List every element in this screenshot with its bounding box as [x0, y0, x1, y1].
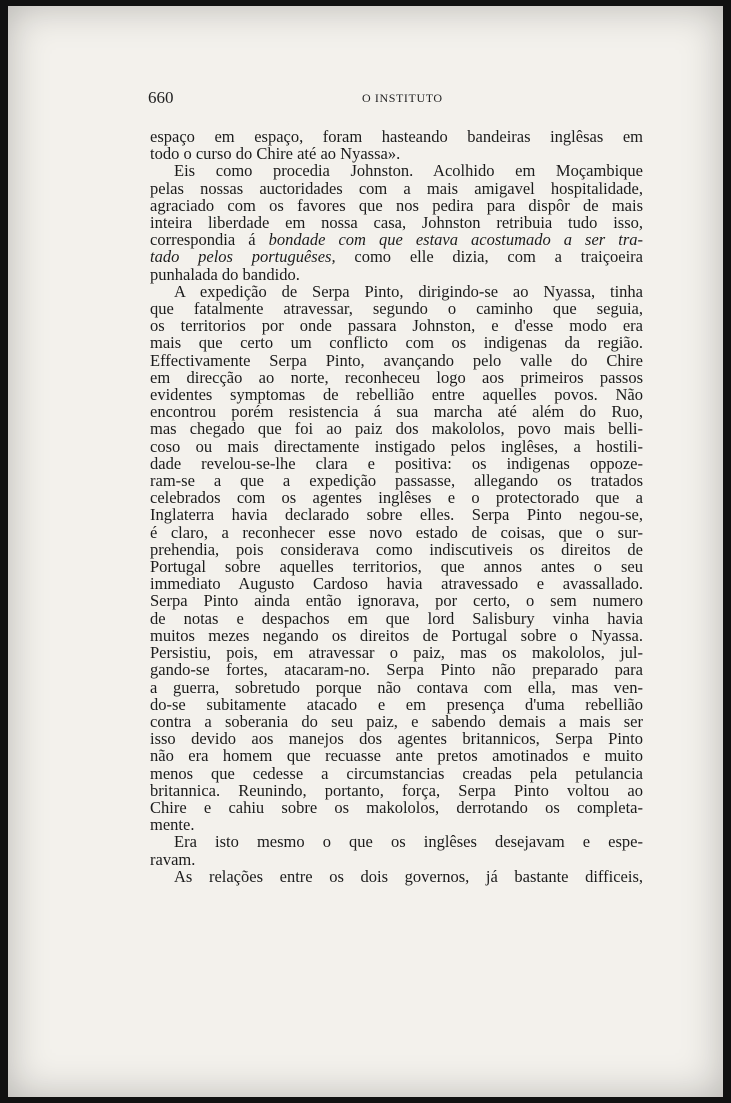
- text-line: encontrou porém resistencia á sua marcha até além do Ruo,: [150, 402, 643, 422]
- text-line: mente.: [150, 815, 195, 835]
- text-line: os territorios por onde passara Johnston, e d'esse modo era: [150, 316, 643, 336]
- text-line: Chire e cahiu sobre os makololos, derrotando os completa-: [150, 797, 643, 817]
- text-line: Effectivamente Serpa Pinto, avançando pelo valle do Chire: [150, 350, 643, 370]
- text-line: dade revelou-se-lhe clara e positiva: os indigenas oppoze-: [150, 453, 643, 473]
- text-line: isso devido aos manejos dos agentes britannicos, Serpa Pinto: [150, 729, 643, 749]
- text-line: que fatalmente atravessar, segundo o caminho que seguia,: [150, 299, 643, 319]
- text-line: ravam.: [150, 849, 196, 869]
- text-line: não era homem que recuasse ante pretos amotinados e muito: [150, 746, 643, 766]
- text-line: As relações entre os dois governos, já bastante difficeis,: [174, 866, 643, 886]
- body-text: [150, 128, 643, 885]
- text-line: de notas e despachos em que lord Salisbury vinha havia: [150, 608, 643, 628]
- scanned-page: [8, 6, 723, 1097]
- text-line: britannica. Reunindo, portanto, força, Serpa Pinto voltou ao: [150, 780, 643, 800]
- text-line: immediato Augusto Cardoso havia atravessado e avassallado.: [150, 574, 643, 594]
- text-line: ram-se a que a expedição passasse, allegando os tratados: [150, 471, 643, 491]
- text-segment: como elle dizia, com a traiçoeira: [335, 247, 643, 267]
- page-header: [148, 88, 638, 108]
- text-segment: correspondia á: [150, 230, 269, 250]
- text-line: Era isto mesmo o que os inglêses desejavam e espe-: [174, 832, 643, 852]
- text-line: muitos mezes negando os direitos de Portugal sobre o Nyassa.: [150, 625, 643, 645]
- text-line: Persistiu, pois, em atravessar o paiz, mas os makololos, jul-: [150, 643, 643, 663]
- page-number: 660: [148, 88, 174, 107]
- text-line: do-se subitamente atacado e em presença d'uma rebellião: [150, 694, 643, 714]
- text-line: Inglaterra havia declarado sobre elles. Serpa Pinto negou-se,: [150, 505, 643, 525]
- text-line: [150, 231, 643, 248]
- text-line: prehendia, pois considerava como indiscutiveis os direitos de: [150, 539, 643, 559]
- running-title: O INSTITUTO: [362, 91, 443, 105]
- text-line: mais que certo um conflicto com os indigenas da região.: [150, 333, 643, 353]
- text-line: [150, 248, 643, 265]
- text-line: menos que cedesse a circumstancias creadas pela petulancia: [150, 763, 643, 783]
- text-line: gando-se fortes, atacaram-no. Serpa Pinto não preparado para: [150, 660, 643, 680]
- text-line: celebrados com os agentes inglêses e o protectorado que a: [150, 488, 643, 508]
- text-line: a guerra, sobretudo porque não contava com ella, mas ven-: [150, 677, 643, 697]
- text-line: agraciado com os favores que nos pedira para dispôr de mais: [150, 195, 643, 215]
- text-line: em direcção ao norte, reconheceu logo aos primeiros passos: [150, 367, 643, 387]
- text-line: Serpa Pinto ainda então ignorava, por certo, o sem numero: [150, 591, 643, 611]
- text-line: todo o curso do Chire até ao Nyassa».: [150, 144, 401, 164]
- text-line: Eis como procedia Johnston. Acolhido em Moçambique: [174, 161, 643, 181]
- text-line: evidentes symptomas de rebellião entre aquelles povos. Não: [150, 385, 643, 405]
- italic-phrase: bondade com que estava acostumado a ser tra-: [268, 230, 644, 250]
- text-line: contra a soberania do seu paiz, e sabendo demais a mais ser: [150, 711, 643, 731]
- text-line: é claro, a reconhecer esse novo estado de coisas, que o sur-: [150, 522, 643, 542]
- text-line: mas chegado que foi ao paiz dos makololos, povo mais belli-: [150, 419, 643, 439]
- text-line: espaço em espaço, foram hasteando bandeiras inglêsas em: [150, 127, 643, 146]
- text-line: punhalada do bandido.: [150, 264, 300, 284]
- text-line: Portugal sobre aquelles territorios, que annos antes o seu: [150, 557, 643, 577]
- text-line: inteira liberdade em nossa casa, Johnston retribuia tudo isso,: [150, 213, 643, 233]
- text-line: coso ou mais directamente instigado pelos inglêses, a hostili-: [150, 436, 643, 456]
- text-line: A expedição de Serpa Pinto, dirigindo-se ao Nyassa, tinha: [174, 281, 643, 301]
- text-line: pelas nossas auctoridades com a mais amigavel hospitalidade,: [150, 178, 643, 198]
- italic-phrase: tado pelos portuguêses,: [150, 247, 336, 267]
